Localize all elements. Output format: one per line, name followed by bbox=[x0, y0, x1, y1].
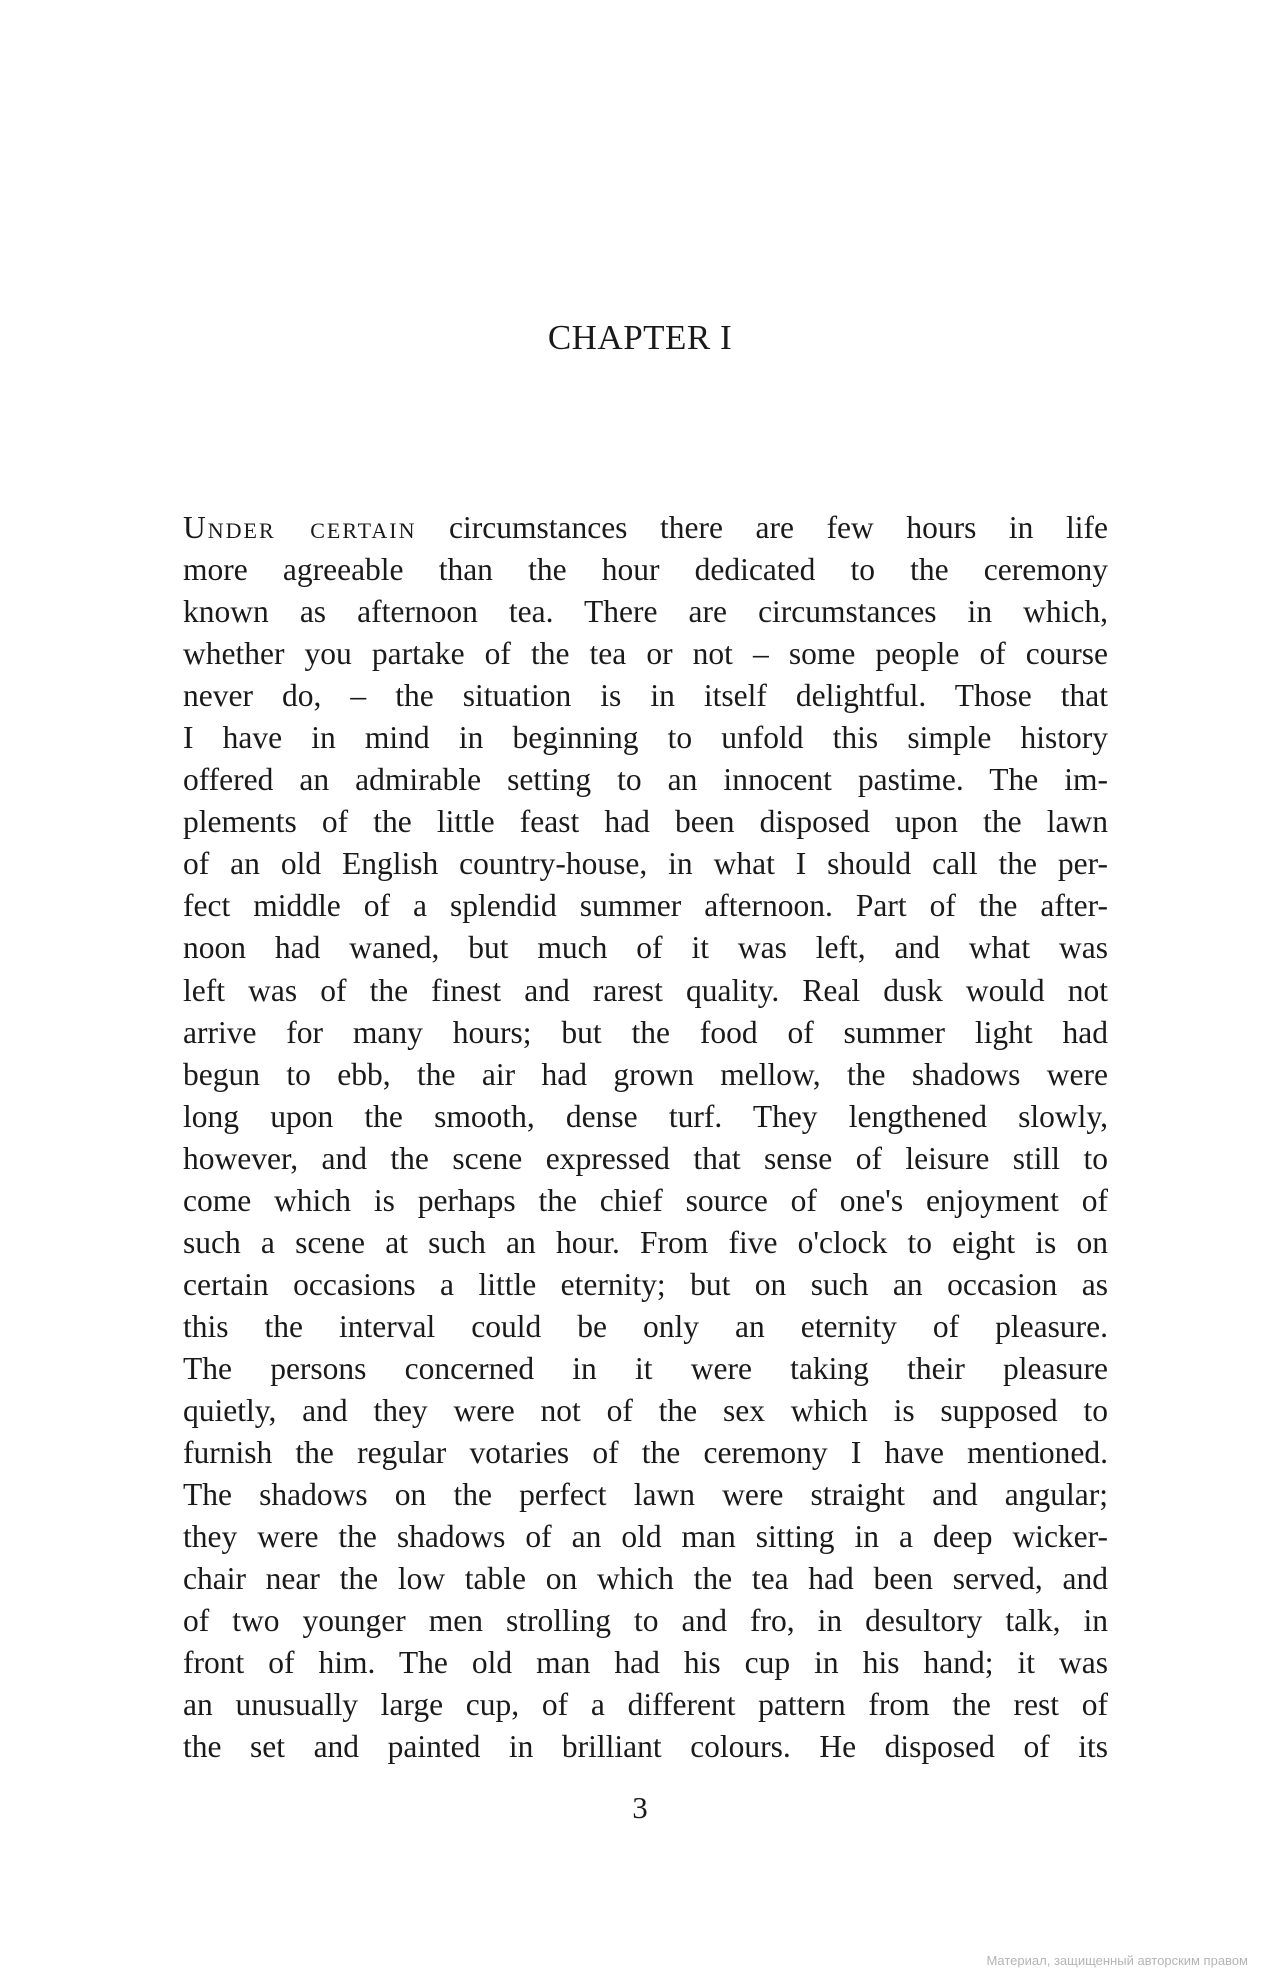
text-line: whether you partake of the tea or not – some people of course bbox=[183, 636, 1108, 672]
text-line: certain occasions a little eternity; but on such an occasion as bbox=[183, 1266, 1108, 1302]
text-line: arrive for many hours; but the food of summer light had bbox=[183, 1014, 1108, 1050]
chapter-heading: CHAPTER I bbox=[547, 318, 733, 357]
text-line: more agreeable than the hour dedicated to the ceremony bbox=[183, 552, 1108, 588]
text-line: come which is perhaps the chief source of one's enjoyment of bbox=[183, 1182, 1108, 1218]
text-line: front of him. The old man had his cup in his hand; it was bbox=[183, 1645, 1108, 1681]
text-line: chair near the low table on which the tea had been served, and bbox=[183, 1561, 1108, 1597]
text-line: such a scene at such an hour. From five o'clock to eight is on bbox=[183, 1224, 1108, 1260]
text-line: this the interval could be only an eternity of pleasure. bbox=[183, 1308, 1108, 1344]
text-line-opening bbox=[183, 507, 1108, 549]
text-line: noon had waned, but much of it was left, and what was bbox=[183, 930, 1108, 966]
text-line: quietly, and they were not of the sex which is supposed to bbox=[183, 1392, 1108, 1428]
text-line: the set and painted in brilliant colours. He disposed of its bbox=[183, 1729, 1108, 1765]
text-line: fect middle of a splendid summer afternoon. Part of the after- bbox=[183, 888, 1108, 924]
text-line: an unusually large cup, of a different pattern from the rest of bbox=[183, 1687, 1108, 1723]
text-line: long upon the smooth, dense turf. They lengthened slowly, bbox=[183, 1098, 1108, 1134]
text-line: known as afternoon tea. There are circumstances in which, bbox=[183, 594, 1108, 630]
text-line: furnish the regular votaries of the ceremony I have mentioned. bbox=[183, 1435, 1108, 1471]
text-lines bbox=[183, 549, 1108, 1768]
text-line: plements of the little feast had been disposed upon the lawn bbox=[183, 804, 1108, 840]
text-line: of an old English country-house, in what I should call the per- bbox=[183, 846, 1108, 882]
opening-rest: circumstances there are few hours in life bbox=[416, 510, 1108, 545]
page-number: 3 bbox=[632, 1790, 648, 1825]
text-line: offered an admirable setting to an innocent pastime. The im- bbox=[183, 762, 1108, 798]
text-line: The persons concerned in it were taking their pleasure bbox=[183, 1350, 1108, 1386]
text-line: they were the shadows of an old man sitting in a deep wicker- bbox=[183, 1519, 1108, 1555]
body-text bbox=[183, 507, 1108, 1768]
text-line: of two younger men strolling to and fro, in desultory talk, in bbox=[183, 1603, 1108, 1639]
copyright-watermark: Материал, защищенный авторским правом bbox=[986, 1953, 1248, 1968]
text-line: begun to ebb, the air had grown mellow, the shadows were bbox=[183, 1056, 1108, 1092]
text-line: however, and the scene expressed that sense of leisure still to bbox=[183, 1140, 1108, 1176]
text-line: I have in mind in beginning to unfold this simple history bbox=[183, 720, 1108, 756]
text-line: left was of the finest and rarest quality. Real dusk would not bbox=[183, 972, 1108, 1008]
text-line: The shadows on the perfect lawn were straight and angular; bbox=[183, 1477, 1108, 1513]
opening-smallcaps: Under certain bbox=[183, 510, 417, 545]
text-line: never do, – the situation is in itself delightful. Those that bbox=[183, 678, 1108, 714]
